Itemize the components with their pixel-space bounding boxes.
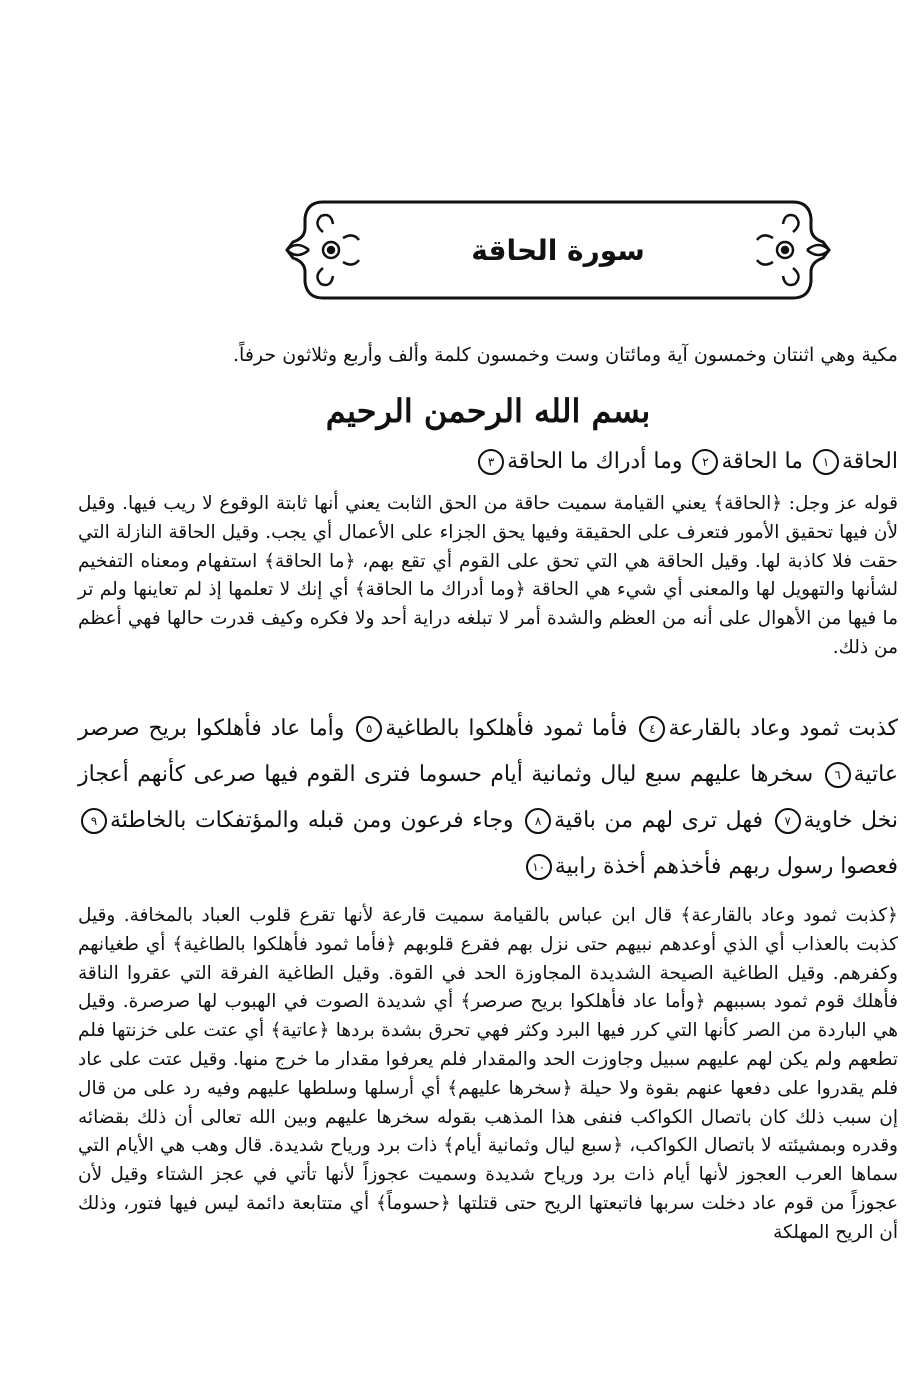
verse-number: ١ [813, 449, 839, 475]
verse-text: سخرها عليهم سبع ليال وثمانية أيام حسوما فترى القوم فيها صرعى كأنهم أعجاز نخل خاوية [78, 762, 898, 833]
surah-title: سورة الحاقة [471, 234, 645, 267]
verse-number: ٤ [639, 716, 665, 742]
verse-text: وأما عاد فأهلكوا بريح صرصر عاتية [78, 716, 899, 787]
commentary-paragraph: ﴿كذبت ثمود وعاد بالقارعة﴾ قال ابن عباس بالقيامة سميت قارعة لأنها تقرع قلوب العباد بالمخافة. وقيل كذبت بالعذاب أي الذي أوعدهم نبيهم حتى نزل بهم فقرع قلوبهم ﴿فأما ثمود فأهلكوا بالطاغية﴾ أي طغيانهم وكفرهم. وقيل الطاغية الصيحة الشديدة المجاوزة الحد في القوة. وقيل الطاغية الفرقة التي عقروا الناقة فأهلك قوم ثمود بسببهم ﴿وأما عاد فأهلكوا بريح صرصر﴾ أي شديدة الصوت في الهبوب لها صرصرة. وقيل هي الباردة من الصر كأنها التي كرر فيها البرد وكثر فهي تحرق بشدة بردها ﴿عاتية﴾ أي عتت على خزنتها فلم تطعهم ولم يكن لهم عليهم سبيل وجاوزت الحد والمقدار فلم يعرفوا مقدار ما خرج منها. وقيل عتت على عاد فلم يقدروا على دفعها عنهم بقوة ولا حيلة ﴿سخرها عليهم﴾ أي أرسلها وسلطها عليهم وفيه رد على من قال إن سبب ذلك كان باتصال الكواكب فنفى هذا المذهب بقوله سخرها عليهم وبين الله تعالى أن ذلك بقضائه وقدره وبمشيئته لا باتصال الكواكب، ﴿سبع ليال وثمانية أيام﴾ ذات برد ورياح شديدة. قال وهب هي الأيام التي سماها العرب العجوز لأنها أيام ذات برد ورياح شديدة وسميت عجوزاً لأنها تأتي في عجز الشتاء وقيل لأن عجوزاً من قوم عاد دخلت سربها فاتبعتها الريح حتى قتلتها ﴿حسوماً﴾ أي متتابعة دائمة ليس فيها فتور، وذلك أن الريح المهلكة [78, 905, 898, 1243]
commentary-paragraph: قوله عز وجل: ﴿الحاقة﴾ يعني القيامة سميت حاقة من الحق الثابت يعني أنها ثابتة الوقوع لا ريب فيها. وقيل لأن فيها تحقيق الأمور فتعرف على الحقيقة وفيها يحق الجزاء على الأعمال أي يجب. وقيل الحاقة النازلة التي حقت فلا كاذبة لها. وقيل الحاقة هي التي تحق على القوم أي تقع بهم، ﴿ما الحاقة﴾ استفهام ومعناه التفخيم لشأنها والتهويل لها والمعنى أي شيء هي الحاقة ﴿وما أدراك ما الحاقة﴾ أي إنك لا تعلمها إذ لم تعاينها ولم تر ما فيها من الأهوال على أنه من العظم والشدة أمر لا تبلغه دراية أحد ولا فكره وكيف قدرت حالها فهي أعظم من ذلك. [78, 493, 898, 658]
verse-number: ٨ [525, 808, 551, 834]
verse-number: ٥ [356, 716, 382, 742]
surah-intro: مكية وهي اثنتان وخمسون آية ومائتان وست وخمسون كلمة وألف وأربع وثلاثون حرفاً. [233, 344, 898, 366]
verse-number: ٣ [478, 449, 504, 475]
verse-number: ١٠ [526, 854, 552, 880]
verse-number: ٦ [825, 762, 851, 788]
commentary-section-1 [78, 490, 898, 663]
verse-text: وجاء فرعون ومن قبله والمؤتفكات بالخاطئة [110, 808, 514, 833]
verse-text: كذبت ثمود وعاد بالقارعة [668, 716, 898, 741]
verse-text: ما الحاقة [721, 449, 803, 474]
basmala: بسم الله الرحمن الرحيم [325, 392, 651, 430]
verse-number: ٢ [692, 449, 718, 475]
verses-1-3 [78, 440, 898, 484]
surah-header-frame [273, 196, 843, 304]
verse-number: ٧ [775, 808, 801, 834]
verse-text: فأما ثمود فأهلكوا بالطاغية [385, 716, 628, 741]
verse-text: فعصوا رسول ربهم فأخذهم أخذة رابية [554, 854, 898, 879]
verse-number: ٩ [81, 808, 107, 834]
commentary-section-2 [78, 902, 898, 1248]
verse-text: الحاقة [841, 449, 898, 474]
verses-4-10 [78, 706, 898, 890]
verse-text: وما أدراك ما الحاقة [507, 449, 683, 474]
page [78, 0, 898, 1376]
verse-text: فهل ترى لهم من باقية [554, 808, 764, 833]
